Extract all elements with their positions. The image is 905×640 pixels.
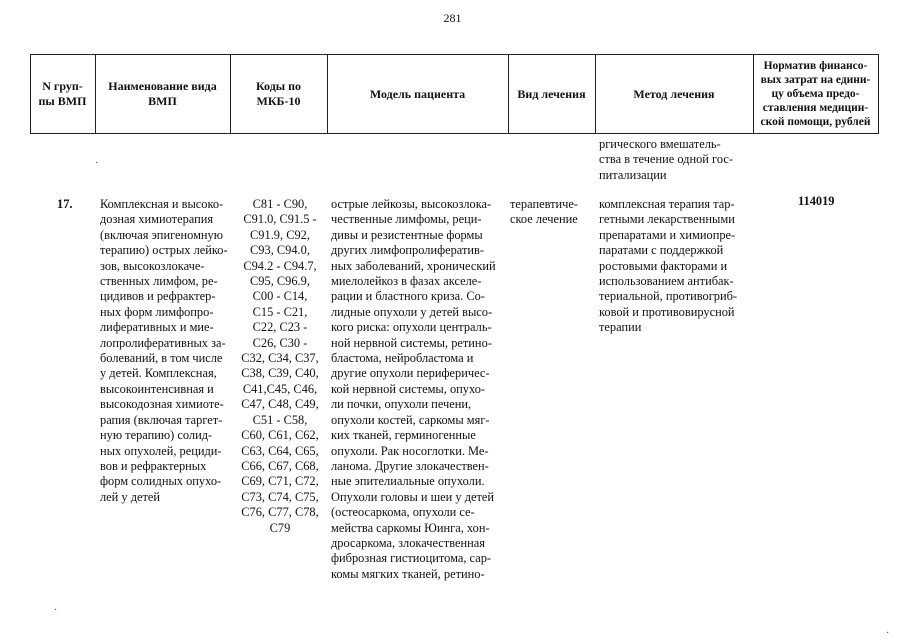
header-model: Модель пациента bbox=[327, 54, 508, 134]
header-treatment: Вид лечения bbox=[508, 54, 595, 134]
header-divider bbox=[595, 54, 596, 134]
row-icd-codes: C81 - C90, C91.0, C91.5 - C91.9, C92, C93, C94.0, C94.2 - C94.7, C95, C96.9, C00 - C14, C15 - C21, C22, C23 - C26, C30 - C32, C34, C37, C38, C39, C40, C41,C45, C46, C47, C48, C49, C51 - C58, C60, C61, C62, C63, C64, C65, C66, C67, C68, C69, C71, C72, C73, C74, C75, C76, C77, C78, C79 bbox=[241, 197, 319, 535]
continuation-method: ргического вмешатель- ства в течение одной гос- питализации bbox=[599, 137, 733, 182]
row-number: 17. bbox=[57, 197, 73, 211]
page-number: 281 bbox=[443, 11, 462, 25]
row-treatment-type: терапевтиче- ское лечение bbox=[510, 197, 579, 227]
header-divider bbox=[230, 54, 231, 134]
row-patient-model: острые лейкозы, высокозлока- чественные лимфомы, реци- дивы и резистентные формы других лимфопролифератив- ных заболеваний, хронический миелолейкоз в фазах акселе- рации и бластного криза. Со- лидные опухоли у детей высо- кого риска: опухоли централь- ной нервной системы, ретино- бластома, нейробластома и другие опухоли периферичес- кой нервной системы, опухо- ли почки, опухоли печени, опухоли костей, саркомы мяг- ких тканей, герминогенные опухоли. Рак носоглотки. Ме- ланома. Другие злокачествен- ные эпителиальные опухоли. Опухоли головы и шеи у детей (остеосаркома, опухоли се- мейства саркомы Юинга, хон- дросаркома, злокачественная фиброзная гистиоцитома, сар- комы мягких тканей, ретино- bbox=[331, 197, 496, 581]
scan-mark: · bbox=[886, 628, 890, 639]
header-norm: Норматив финансо- вых затрат на едини- цу объема предо- ставления медицин- ской помощи, рублей bbox=[753, 54, 878, 134]
header-group: N груп- пы ВМП bbox=[30, 54, 95, 134]
scan-mark: · bbox=[95, 158, 99, 169]
header-name: Наименование вида ВМП bbox=[95, 54, 230, 134]
header-method: Метод лечения bbox=[595, 54, 753, 134]
row-vmp-name: Комплексная и высоко- дозная химиотерапия (включая эпигеномную терапию) острых лейко- зов, высокозлокаче- ственных лимфом, ре- цидивов и рефрактер- ных форм лимфопро- лиферативных и мие- лопролиферативных за- болеваний, в том числе у детей. Комплексная, высокоинтенсивная и высокодозная химиоте- рапия (включая таргет- ную терапию) солид- ных опухолей, рециди- вов и рефрактерных форм солидных опухо- лей у детей bbox=[100, 197, 228, 504]
row-treatment-method: комплексная терапия тар- гетными лекарственными препаратами и химиопре- паратами с поддержкой ростовыми факторами и использованием антибак- териальной, противогриб- ковой и противовирусной терапии bbox=[599, 197, 738, 335]
header-divider bbox=[327, 54, 328, 134]
header-codes: Коды по МКБ-10 bbox=[230, 54, 327, 134]
header-divider bbox=[30, 54, 31, 134]
header-divider bbox=[753, 54, 754, 134]
header-divider bbox=[878, 54, 879, 134]
header-divider bbox=[95, 54, 96, 134]
header-divider bbox=[508, 54, 509, 134]
scan-mark: · bbox=[54, 605, 58, 616]
row-financial-norm: 114019 bbox=[798, 194, 835, 208]
